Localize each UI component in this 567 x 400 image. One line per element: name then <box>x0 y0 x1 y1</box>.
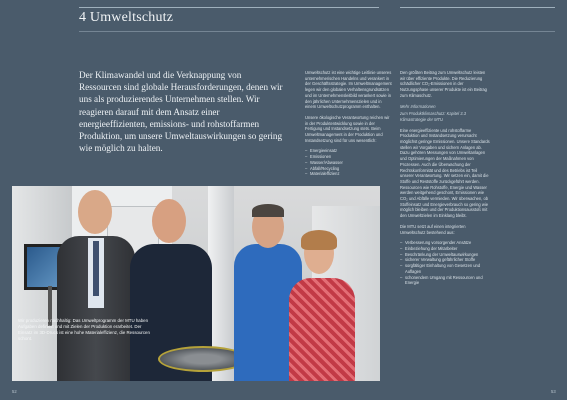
list-item: – schonendem Umgang mit Ressourcen und Energie <box>400 275 490 286</box>
info-reference: zum Produktklimaschutz: Kapitel 3.3 Klimastrategie der MTU <box>400 111 466 122</box>
body-paragraph: Den größten Beitrag zum Umweltschutz leisten wir über effiziente Produkte. Die Reduzierung schädlicher CO₂-Emissionen in der Nutzungsphase unserer Produkte ist ein Beitrag zum Klimaschutz. <box>400 70 487 98</box>
person-suit-head <box>78 190 112 234</box>
body-paragraph: Unsere ökologische Verantwortung reichen wir in der Produktentwicklung sowie in der Fertigung und Instandsetzung stets. Beim Umweltmanagement in der Produktion und Instandsetzung sind für uns wesentlich: <box>305 114 390 143</box>
text-column-right <box>400 70 490 291</box>
list-item: – Verbesserung vorsorgender Ansätze <box>400 240 490 246</box>
body-paragraph: Eine energieeffiziente und rohstoffarme Produktion und Instandsetzung verursacht möglichst geringe Emissionen. Unsere Standards stellen wir Vorgaben und sichern Anlagen ab. Dazu gehören Messungen von Umweltanlagen und Optimierungen der Maßnahmen von Prozessen. Auch die Überwachung der Rechtskonformität und des Betriebs ist Teil unserer Verantwortung. Wir setzen ein, damit die Stoffe und Reststoffe zurückgeführt werden. Ressourcen wie Rohstoffe, Energie und Wasser werden weitgehend geschont, Emissionen wie CO₂ und Abfälle vermieden. Wir überwachen, ob Stoffeinsatz und Energieverbrauch so gering wie möglich bleiben und der Produktionsausstoß mit den Umweltzielen im Einklang bleibt. <box>400 127 490 219</box>
team-photo <box>12 186 380 381</box>
body-paragraph: Umweltschutz ist eine wichtige Leitlinie unseres unternehmerischen Handelns und verankert in der Geschäftsstrategie. Im Umweltmanagement legen wir den globalen Verhaltensgrundsätzen und im Unternehmensleitbild verankert sowie in den jährlichen Unternehmenszielen und in einem Umweltschutzprogramm enthalten. <box>305 70 392 110</box>
aspects-list <box>305 148 392 177</box>
person-suit-tie <box>93 241 99 296</box>
list-item: – Emissionen <box>305 154 392 160</box>
person-red-hair <box>301 230 337 250</box>
body-paragraph: Die MTU setzt auf einen integrierten Umweltschutz bestehend aus: <box>400 223 466 235</box>
top-rule <box>79 7 379 8</box>
list-item: – Energieeinsatz <box>305 148 392 154</box>
list-item: – Abfall/Recycling <box>305 166 392 172</box>
page-number-right: 53 <box>551 389 556 394</box>
top-rule-right <box>400 7 555 8</box>
integrated-protection-list <box>400 240 490 286</box>
photo-caption: Wir produzieren nachhaltig: Das Umweltprogramm der MTU haben Aufgaben definiert und mit Zielen der Produktion erarbeitet. Der Einsatz im 3D-Druck ist eine hohe Materialeffizienz, die Ressourcen schont. <box>18 318 150 341</box>
list-item: – Beschränkung der Umweltauswirkungen <box>400 252 490 258</box>
list-item: – Materialeffizienz <box>305 171 392 177</box>
page-number-left: 52 <box>12 389 17 394</box>
person-red-body <box>289 278 355 381</box>
text-column-middle <box>305 70 392 182</box>
info-heading: Mehr Informationen <box>400 103 436 109</box>
list-item: – sorgfältiger Einhaltung von Gesetzen und Auflagen <box>400 263 490 274</box>
chapter-title: 4 Umweltschutz <box>79 10 174 25</box>
list-item: – Wasser/Abwasser <box>305 160 392 166</box>
list-item: – Einbeziehung der Mitarbeiter <box>400 246 490 252</box>
lead-paragraph: Der Klimawandel und die Verknappung von Ressourcen sind globale Herausforderungen, denen wir uns als produzierendes Unternehmen stellen. Wir reagieren darauf mit dem Ansatz einer energieeffizienten, emissions- und rohstoffarmen Produktion, um unsere Umweltauswirkungen so gering wie möglich zu halten. <box>79 70 283 154</box>
chapter-rule <box>79 31 555 32</box>
person-navy-head <box>152 199 186 243</box>
list-item: – sicherer Verwaltung gefährlicher Stoffe <box>400 257 490 263</box>
person-blue-hair <box>252 204 284 217</box>
